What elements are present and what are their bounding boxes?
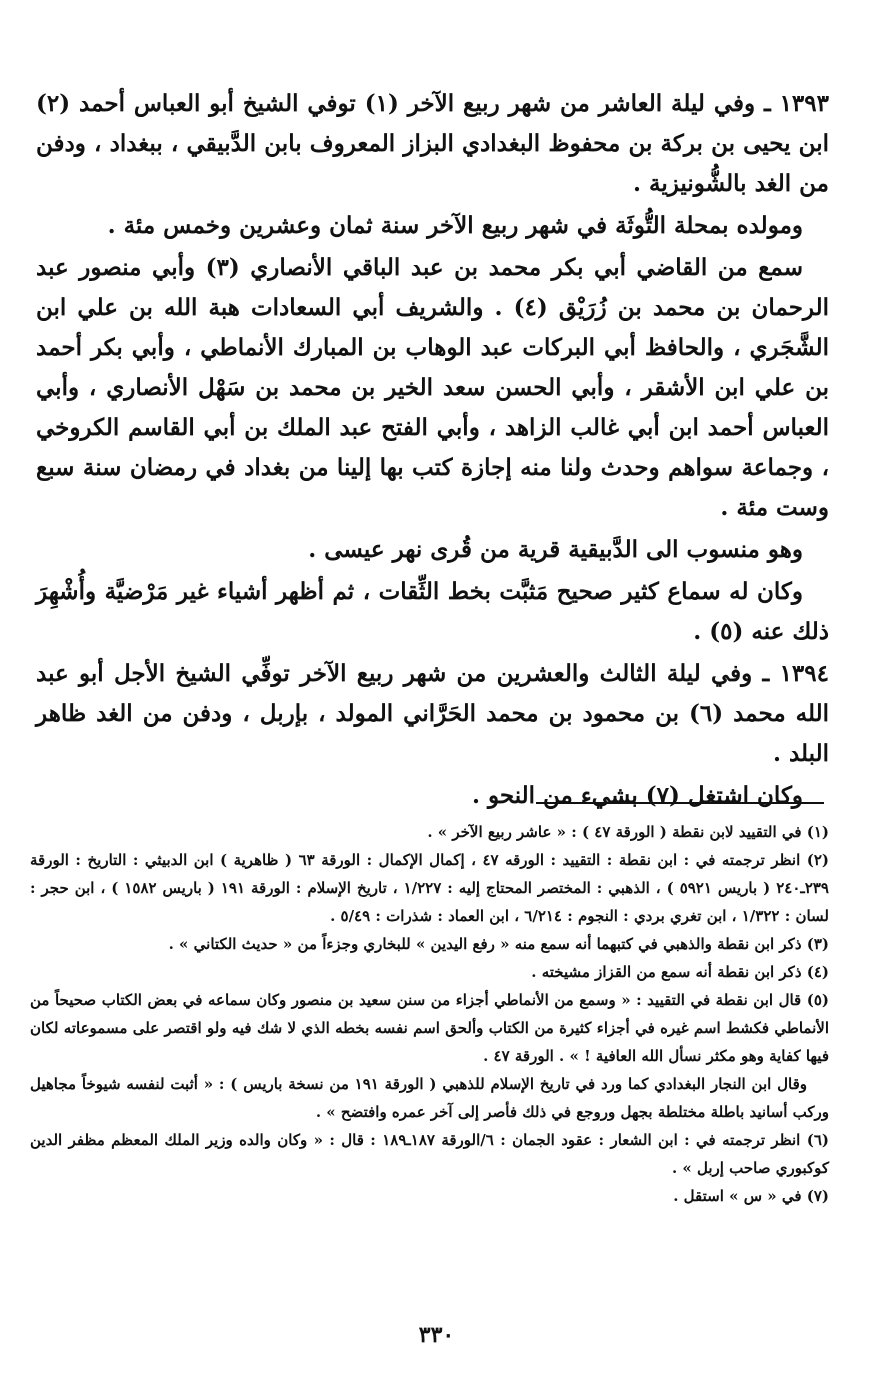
reputation-paragraph: وكان له سماع كثير صحيح مَثبَّت بخط الثِّقات ، ثم أظهر أشياء غير مَرْضيَّة وأُشْهِرَ ذلك عنه (٥) . [36,578,829,645]
teachers-paragraph: سمع من القاضي أبي بكر محمد بن عبد الباقي الأنصاري (٣) وأبي منصور عبد الرحمان بن محمد بن زُرَيْق (٤) . والشريف أبي السعادات هبة الله بن علي ابن الشَّجَري ، والحافظ أبي البركات عبد الوهاب بن المبارك الأنماطي ، وأبي بكر أحمد بن علي ابن الأشقر ، وأبي الحسن سعد الخير بن محمد بن سَهْل الأنصاري ، وأبي العباس أحمد ابن أبي غالب الزاهد ، وأبي الفتح عبد الملك بن أبي القاسم الكروخي ، وجماعة سواهم وحدث ولنا منه إجازة كتب بها إلينا من بغداد في رمضان سنة سبع وست مئة . [36,254,829,521]
footnotes [30,818,829,1210]
page-number: ٣٣٠ [418,1322,455,1348]
entry-1393-paragraph: ١٣٩٣ ـ وفي ليلة العاشر من شهر ربيع الآخر (١) توفي الشيخ أبو العباس أحمد (٢) ابن يحيى بن بركة بن محفوظ البغدادي البزاز المعروف بابن الدَّبيقي ، ببغداد ، ودفن من الغد بالشُّونيزية . [36,90,829,197]
footnote-5-continued: وقال ابن النجار البغدادي كما ورد في تاريخ الإسلام للذهبي ( الورقة ١٩١ من نسخة باريس ) : « أثبت لنفسه شيوخاً مجاهيل وركب أسانيد باطلة مختلطة بجهل وروجع في ذلك فأصر إلى آخر عمره وافتضح » . [30,1075,829,1121]
footnote-1: (١) في التقييد لابن نقطة ( الورقة ٤٧ ) : « عاشر ربيع الآخر » . [427,823,829,841]
footnote-3: (٣) ذكر ابن نقطة والذهبي في كتبهما أنه سمع منه « رفع اليدين » للبخاري وجزءاً من « حديث الكتاني » . [168,935,829,953]
footnote-divider [536,802,824,804]
footnote-5: (٥) قال ابن نقطة في التقييد : « وسمع من الأنماطي أجزاء من سنن سعيد بن منصور وكان سماعه في بعض الكتاب صحيحاً من الأنماطي فكشط اسم غيره في أجزاء كثيرة من الكتاب وألحق اسم نفسه بخطه الذي لا شك فيه ولو اقتصر على مسموعاته لكان فيها كفاية وهو مكثر نسأل الله العافية ! » . الورقة ٤٧ . [30,991,829,1065]
footnote-4: (٤) ذكر ابن نقطة أنه سمع من القزاز مشيخته . [531,963,829,981]
grammar-paragraph: وكان اشتغل (٧) بشيء من النحو . [471,782,803,809]
footnote-2: (٢) انظر ترجمته في : ابن نقطة : التقييد : الورقه ٤٧ ، إكمال الإكمال : الورقة ٦٣ ( ظاهرية ) ابن الدبيثي : التاريخ : الورقة ٢٣٩ـ٢٤٠ ( باريس ٥٩٢١ ) ، الذهبي : المختصر المحتاج إليه : ١/٢٢٧ ، تاريخ الإسلام : الورقة ١٩١ ( باريس ١٥٨٢ ) ، ابن حجر : لسان : ١/٣٢٢ ، ابن تغري بردي : النجوم : ٦/٢١٤ ، ابن العماد : شذرات : ٥/٤٩ . [30,851,830,925]
footnote-7: (٧) في « س » استقل . [673,1187,829,1205]
birth-paragraph: ومولده بمحلة التُّوثَة في شهر ربيع الآخر سنة ثمان وعشرين وخمس مئة . [107,212,803,239]
footnote-6: (٦) انظر ترجمته في : ابن الشعار : عقود الجمان : ٦/الورقة ١٨٧ـ١٨٩ : قال : « وكان والده وزير الملك المعظم مظفر الدين كوكبوري صاحب إربل » . [30,1131,829,1177]
main-text [36,84,829,818]
entry-1394-paragraph: ١٣٩٤ ـ وفي ليلة الثالث والعشرين من شهر ربيع الآخر توفِّي الشيخ الأجل أبو عبد الله محمد (٦) بن محمود بن محمد الحَرَّاني المولد ، بإربل ، ودفن من الغد ظاهر البلد . [36,660,829,767]
nisba-paragraph: وهو منسوب الى الدَّبيقية قرية من قُرى نهر عيسى . [308,536,803,563]
